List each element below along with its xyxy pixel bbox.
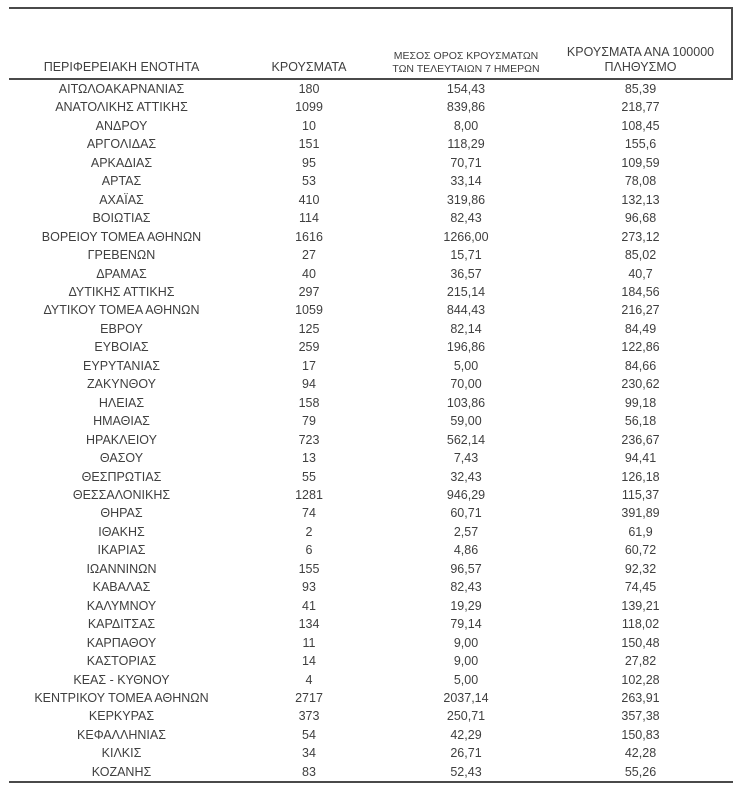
table-cell: 27 bbox=[302, 248, 316, 263]
table-row bbox=[9, 117, 733, 135]
table-cell: ΚΑΡΠΑΘΟΥ bbox=[86, 635, 157, 650]
table-cell: ΔΥΤΙΚΗΣ ΑΤΤΙΚΗΣ bbox=[68, 284, 175, 299]
table-header bbox=[9, 42, 733, 79]
table-row bbox=[9, 79, 733, 98]
table-cell: 4,86 bbox=[453, 543, 479, 558]
table-cell: 1099 bbox=[295, 100, 323, 115]
table-cell: 108,45 bbox=[621, 118, 660, 133]
table-cell: 36,57 bbox=[450, 266, 482, 281]
table-row bbox=[9, 394, 733, 412]
table-row bbox=[9, 154, 733, 172]
table-cell: 33,14 bbox=[450, 174, 482, 189]
table-cell: 150,83 bbox=[621, 727, 660, 742]
column-header-cases-per-100k bbox=[548, 42, 733, 79]
table-cell: 357,38 bbox=[621, 709, 660, 724]
table-row bbox=[9, 634, 733, 652]
table-cell: 10 bbox=[302, 118, 316, 133]
table-cell: 84,49 bbox=[624, 321, 657, 336]
table-cell: 155,6 bbox=[624, 137, 657, 152]
table-cell: 410 bbox=[298, 192, 320, 207]
table-cell: ΚΑΒΑΛΑΣ bbox=[92, 580, 151, 595]
table-cell: 9,00 bbox=[453, 635, 479, 650]
table-row bbox=[9, 98, 733, 116]
table-cell: 85,39 bbox=[624, 82, 657, 96]
table-cell: 126,18 bbox=[621, 469, 660, 484]
table-cell: 2037,14 bbox=[443, 690, 489, 705]
table-cell: ΙΘΑΚΗΣ bbox=[98, 524, 145, 539]
table-cell: ΙΩΑΝΝΙΝΩΝ bbox=[86, 561, 157, 576]
table-row bbox=[9, 246, 733, 264]
table-cell: 250,71 bbox=[446, 709, 486, 724]
table-cell: ΚΕΑΣ - ΚΥΘΝΟΥ bbox=[73, 672, 170, 687]
table-cell: 55,26 bbox=[624, 764, 657, 779]
table-cell: 391,89 bbox=[621, 506, 660, 521]
table-cell: ΙΚΑΡΙΑΣ bbox=[97, 543, 146, 558]
table-cell: ΔΥΤΙΚΟΥ ΤΟΜΕΑ ΑΘΗΝΩΝ bbox=[43, 303, 200, 318]
table-cell: 839,86 bbox=[446, 100, 486, 115]
table-cell: 15,71 bbox=[450, 248, 482, 263]
table-cell: 60,72 bbox=[624, 543, 657, 558]
table-cell: 61,9 bbox=[628, 524, 653, 539]
table-row bbox=[9, 172, 733, 190]
table-cell: 218,77 bbox=[621, 100, 660, 115]
regional-cases-table bbox=[9, 42, 733, 783]
table-cell: 83 bbox=[302, 764, 316, 779]
header-line-1: ΜΕΣΟΣ ΟΡΟΣ ΚΡΟΥΣΜΑΤΩΝ bbox=[393, 50, 539, 62]
table-row bbox=[9, 726, 733, 744]
table-row bbox=[9, 744, 733, 762]
table-cell: 155 bbox=[298, 561, 320, 576]
table-row bbox=[9, 301, 733, 319]
table-cell: 14 bbox=[302, 654, 316, 669]
table-row bbox=[9, 320, 733, 338]
table-cell: ΚΑΡΔΙΤΣΑΣ bbox=[87, 617, 156, 632]
table-row bbox=[9, 763, 733, 782]
table-cell: 79 bbox=[302, 414, 316, 429]
table-cell: 42,29 bbox=[450, 727, 482, 742]
table-cell: 297 bbox=[298, 284, 320, 299]
table-cell: 1616 bbox=[295, 229, 323, 244]
table-cell: 180 bbox=[298, 82, 320, 96]
table-row bbox=[9, 707, 733, 725]
table-cell: 102,28 bbox=[621, 672, 660, 687]
table-cell: ΚΟΖΑΝΗΣ bbox=[91, 764, 152, 779]
table-cell: 40 bbox=[302, 266, 316, 281]
table-row bbox=[9, 375, 733, 393]
table-cell: 96,57 bbox=[450, 561, 482, 576]
table-cell: 84,66 bbox=[624, 358, 657, 373]
table-cell: ΒΟΙΩΤΙΑΣ bbox=[92, 211, 151, 226]
table-cell: ΒΟΡΕΙΟΥ ΤΟΜΕΑ ΑΘΗΝΩΝ bbox=[41, 229, 202, 244]
table-row bbox=[9, 597, 733, 615]
table-row bbox=[9, 486, 733, 504]
table-cell: 70,00 bbox=[450, 377, 482, 392]
table-cell: ΑΙΤΩΛΟΑΚΑΡΝΑΝΙΑΣ bbox=[58, 82, 185, 96]
table-row bbox=[9, 504, 733, 522]
table-cell: 562,14 bbox=[446, 432, 486, 447]
table-cell: 273,12 bbox=[621, 229, 660, 244]
table-cell: ΚΕΝΤΡΙΚΟΥ ΤΟΜΕΑ ΑΘΗΝΩΝ bbox=[34, 690, 209, 705]
table-cell: ΑΧΑΪΑΣ bbox=[99, 192, 144, 207]
table-body bbox=[9, 79, 733, 782]
table-row bbox=[9, 652, 733, 670]
table-cell: 151 bbox=[298, 137, 320, 152]
table-row bbox=[9, 523, 733, 541]
table-row bbox=[9, 412, 733, 430]
table-cell: 158 bbox=[298, 395, 320, 410]
table-cell: 4 bbox=[305, 672, 313, 687]
table-cell: 7,43 bbox=[453, 451, 479, 466]
table-cell: 109,59 bbox=[621, 155, 660, 170]
table-row bbox=[9, 357, 733, 375]
table-cell: 1266,00 bbox=[443, 229, 489, 244]
table-cell: 196,86 bbox=[446, 340, 486, 355]
table-cell: 5,00 bbox=[453, 672, 479, 687]
table-cell: 78,08 bbox=[624, 174, 657, 189]
table-cell: 8,00 bbox=[453, 118, 479, 133]
table-cell: 844,43 bbox=[446, 303, 486, 318]
table-cell: 150,48 bbox=[621, 635, 660, 650]
table-row bbox=[9, 191, 733, 209]
table-cell: 139,21 bbox=[621, 598, 660, 613]
table-row bbox=[9, 560, 733, 578]
table-cell: ΔΡΑΜΑΣ bbox=[96, 266, 147, 281]
table-cell: 118,29 bbox=[447, 137, 485, 152]
top-rule bbox=[9, 7, 733, 9]
table-cell: ΚΑΣΤΟΡΙΑΣ bbox=[86, 654, 157, 669]
table-cell: 122,86 bbox=[621, 340, 660, 355]
table-cell: 184,56 bbox=[621, 284, 660, 299]
table-cell: 134 bbox=[298, 617, 320, 632]
table-cell: 9,00 bbox=[453, 654, 479, 669]
table-cell: 94 bbox=[302, 377, 316, 392]
table-cell: 118,02 bbox=[621, 617, 660, 632]
table-cell: 74,45 bbox=[624, 580, 657, 595]
table-row bbox=[9, 209, 733, 227]
table-row bbox=[9, 689, 733, 707]
table-cell: 82,14 bbox=[450, 321, 482, 336]
table-cell: 132,13 bbox=[621, 192, 660, 207]
table-cell: 125 bbox=[298, 321, 320, 336]
column-header-cases: ΚΡΟΥΣΜΑΤΑ bbox=[234, 42, 384, 79]
table-cell: ΑΝΑΤΟΛΙΚΗΣ ΑΤΤΙΚΗΣ bbox=[55, 100, 188, 115]
table-row bbox=[9, 671, 733, 689]
table-row bbox=[9, 283, 733, 301]
table-cell: ΑΡΤΑΣ bbox=[101, 174, 142, 189]
table-cell: ΑΝΔΡΟΥ bbox=[95, 118, 148, 133]
table-cell: ΚΙΛΚΙΣ bbox=[101, 746, 142, 761]
table-row bbox=[9, 431, 733, 449]
table-cell: 59,00 bbox=[450, 414, 482, 429]
table-cell: 236,67 bbox=[621, 432, 660, 447]
column-header-7day-average bbox=[384, 42, 548, 79]
table-cell: 93 bbox=[302, 580, 316, 595]
table-cell: ΘΗΡΑΣ bbox=[100, 506, 143, 521]
header-line-1: ΚΡΟΥΣΜΑΤΑ ΑΝΑ 100000 bbox=[566, 45, 715, 59]
table-row bbox=[9, 578, 733, 596]
table-cell: 319,86 bbox=[446, 192, 486, 207]
table-cell: 92,32 bbox=[624, 561, 657, 576]
table-cell: 115,37 bbox=[621, 487, 660, 502]
table-row bbox=[9, 468, 733, 486]
table-cell: 2717 bbox=[295, 690, 323, 705]
table-cell: ΘΑΣΟΥ bbox=[99, 451, 144, 466]
table-cell: 103,86 bbox=[446, 395, 486, 410]
table-cell: 263,91 bbox=[621, 690, 660, 705]
table-cell: ΘΕΣΠΡΩΤΙΑΣ bbox=[81, 469, 162, 484]
table-cell: 55 bbox=[302, 469, 316, 484]
table-cell: 19,29 bbox=[450, 598, 482, 613]
table-cell: 79,14 bbox=[450, 617, 482, 632]
table-cell: ΕΥΡΥΤΑΝΙΑΣ bbox=[83, 358, 160, 373]
table-cell: 373 bbox=[298, 709, 320, 724]
header-line-2: ΤΩΝ ΤΕΛΕΥΤΑΙΩΝ 7 ΗΜΕΡΩΝ bbox=[392, 62, 540, 75]
table-cell: 82,43 bbox=[450, 211, 482, 226]
table-row bbox=[9, 228, 733, 246]
table-cell: 54 bbox=[302, 727, 316, 742]
table-cell: 11 bbox=[302, 635, 316, 650]
table-row bbox=[9, 135, 733, 153]
table-cell: ΚΕΡΚΥΡΑΣ bbox=[88, 709, 155, 724]
table-cell: ΖΑΚΥΝΘΟΥ bbox=[86, 377, 157, 392]
table-cell: ΕΥΒΟΙΑΣ bbox=[94, 340, 149, 355]
header-line-2: ΠΛΗΘΥΣΜΟ bbox=[604, 60, 677, 74]
table-cell: 82,43 bbox=[450, 580, 482, 595]
table-cell: ΑΡΚΑΔΙΑΣ bbox=[90, 155, 153, 170]
table-cell: 74 bbox=[302, 506, 316, 521]
table-cell: 42,28 bbox=[624, 746, 657, 761]
table-cell: 27,82 bbox=[624, 654, 657, 669]
table-cell: ΕΒΡΟΥ bbox=[100, 321, 143, 336]
table-cell: 94,41 bbox=[624, 451, 657, 466]
table-cell: 17 bbox=[302, 358, 316, 373]
table-row bbox=[9, 541, 733, 559]
table-cell: ΗΛΕΙΑΣ bbox=[98, 395, 145, 410]
table-row bbox=[9, 265, 733, 283]
header-row bbox=[9, 42, 733, 79]
table-cell: 723 bbox=[298, 432, 320, 447]
table-cell: 216,27 bbox=[621, 303, 660, 318]
table-cell: 6 bbox=[305, 543, 313, 558]
table-cell: 60,71 bbox=[450, 506, 482, 521]
table-cell: 259 bbox=[298, 340, 320, 355]
table-row bbox=[9, 338, 733, 356]
table-cell: ΗΜΑΘΙΑΣ bbox=[93, 414, 150, 429]
table-cell: 52,43 bbox=[450, 764, 482, 779]
table-cell: ΚΑΛΥΜΝΟΥ bbox=[86, 598, 157, 613]
table-cell: 2,57 bbox=[453, 524, 479, 539]
table-cell: 26,71 bbox=[450, 746, 482, 761]
table-cell: 96,68 bbox=[624, 211, 657, 226]
table-cell: ΑΡΓΟΛΙΔΑΣ bbox=[86, 137, 157, 152]
table-row bbox=[9, 449, 733, 467]
table-row bbox=[9, 615, 733, 633]
table-cell: 2 bbox=[305, 524, 313, 539]
table-cell: 32,43 bbox=[450, 469, 482, 484]
table-cell: 56,18 bbox=[624, 414, 657, 429]
table-cell: 95 bbox=[302, 155, 316, 170]
table-cell: 114 bbox=[299, 211, 319, 226]
table-cell: ΘΕΣΣΑΛΟΝΙΚΗΣ bbox=[72, 487, 171, 502]
table-cell: 154,43 bbox=[446, 82, 486, 96]
table-cell: 230,62 bbox=[621, 377, 660, 392]
table-cell: 70,71 bbox=[450, 155, 482, 170]
table-cell: 85,02 bbox=[624, 248, 657, 263]
table-cell: 53 bbox=[302, 174, 316, 189]
table-cell: ΓΡΕΒΕΝΩΝ bbox=[87, 248, 156, 263]
table-cell: 215,14 bbox=[446, 284, 486, 299]
table-cell: 41 bbox=[302, 598, 316, 613]
table-cell: 40,7 bbox=[628, 266, 653, 281]
table-cell: 1059 bbox=[295, 303, 323, 318]
table-cell: ΗΡΑΚΛΕΙΟΥ bbox=[86, 432, 157, 447]
table-cell: 34 bbox=[302, 746, 316, 761]
table-cell: 5,00 bbox=[453, 358, 479, 373]
table-cell: 1281 bbox=[295, 487, 323, 502]
table-cell: ΚΕΦΑΛΛΗΝΙΑΣ bbox=[77, 727, 166, 742]
table-cell: 946,29 bbox=[446, 487, 486, 502]
column-header-region: ΠΕΡΙΦΕΡΕΙΑΚΗ ΕΝΟΤΗΤΑ bbox=[9, 42, 234, 79]
table-cell: 13 bbox=[302, 451, 316, 466]
table-cell: 99,18 bbox=[624, 395, 657, 410]
